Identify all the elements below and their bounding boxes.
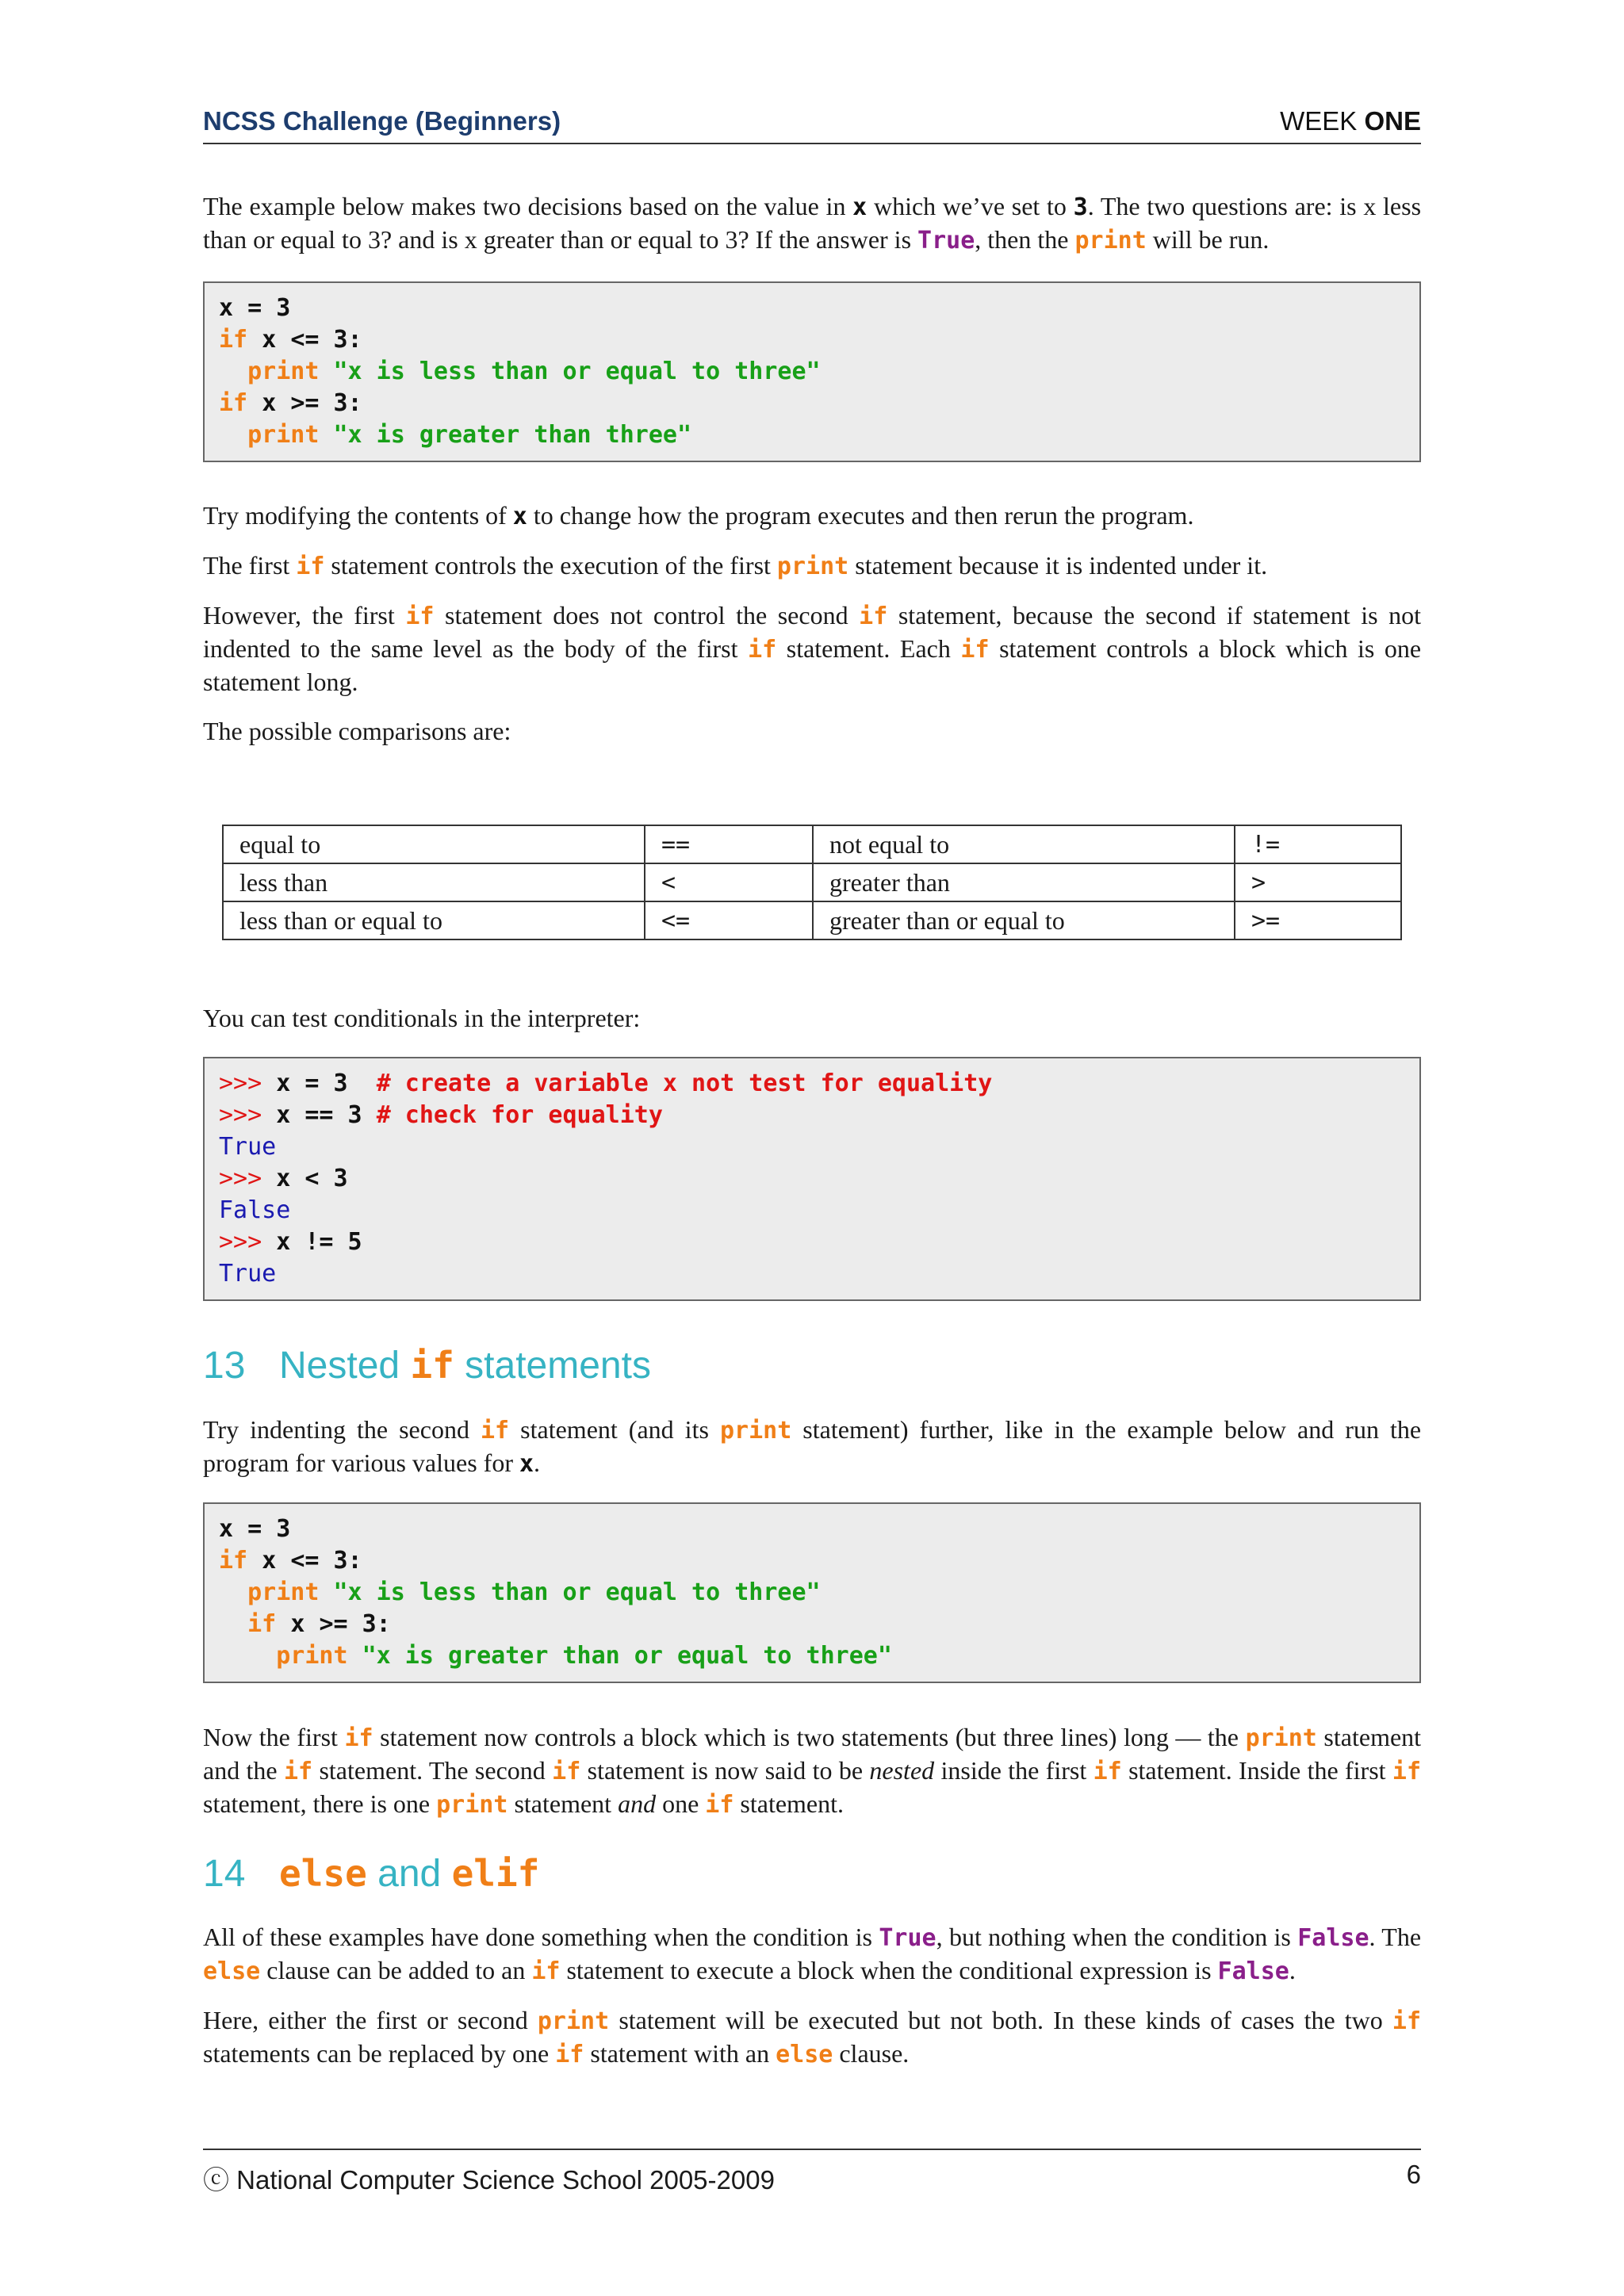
paragraph-nested-explained: Now the first if statement now controls a block which is two statements (but three lines) long — the print statement and the if statement. The second if statement is now said to be nested inside the first if statement. Inside the first if statement, there is one print statement and one if statement. bbox=[203, 1723, 1422, 1819]
code-block-nested-if: x = 3 if x <= 3: print "x is less than or equal to three" if x >= 3: print "x is greater than or equal to three" bbox=[203, 1502, 1421, 1683]
paragraph-comparisons-intro: The possible comparisons are: bbox=[203, 717, 511, 745]
header-week: WEEK ONE bbox=[1280, 106, 1421, 136]
table-row: less than or equal to <= greater than or equal to >= bbox=[223, 901, 1401, 939]
paragraph-however: However, the first if statement does not control the second if statement, because the second if statement is not indented to the same level as the body of the first if statement. Each if statement controls a block which is one statement long. bbox=[203, 601, 1422, 696]
paragraph-first-if: The first if statement controls the execution of the first print statement because it is indented under it. bbox=[203, 551, 1268, 580]
paragraph-interpreter: You can test conditionals in the interpreter: bbox=[203, 1004, 641, 1032]
page-footer bbox=[203, 2149, 1421, 2195]
table-row: less than < greater than > bbox=[223, 863, 1401, 901]
footer-copyright: ⓒ National Computer Science School 2005-2009 bbox=[203, 2165, 775, 2195]
paragraph-modify: Try modifying the contents of x to change how the program executes and then rerun the program. bbox=[203, 501, 1194, 530]
document-page bbox=[203, 0, 1421, 2296]
comparison-table bbox=[222, 825, 1402, 940]
paragraph-else-example: Here, either the first or second print statement will be executed but not both. In these kinds of cases the two if statements can be replaced by one if statement with an else clause. bbox=[203, 2006, 1422, 2068]
page-header bbox=[203, 103, 1421, 144]
section-heading-13: 13 Nested if statements bbox=[203, 1344, 651, 1387]
code-block-interpreter: >>> x = 3 # create a variable x not test for equality >>> x == 3 # check for equality True >>> x < 3 False >>> x != 5 True bbox=[203, 1057, 1421, 1301]
code-block-if-example: x = 3 if x <= 3: print "x is less than or equal to three" if x >= 3: print "x is greater than three" bbox=[203, 281, 1421, 462]
paragraph-intro: The example below makes two decisions based on the value in x which we’ve set to 3. The two questions are: is x less than or equal to 3? and is x greater than or equal to 3? If the answer is True, then the print will be run. bbox=[203, 192, 1422, 254]
paragraph-else-intro: All of these examples have done something when the condition is True, but nothing when the condition is False. The else clause can be added to an if statement to execute a block when the conditional expression is False. bbox=[203, 1923, 1422, 1985]
paragraph-nested-intro: Try indenting the second if statement (and its print statement) further, like in the example below and run the program for various values for x. bbox=[203, 1415, 1422, 1478]
page-number: 6 bbox=[1406, 2160, 1421, 2189]
header-title: NCSS Challenge (Beginners) bbox=[203, 106, 561, 136]
section-heading-14: 14 else and elif bbox=[203, 1852, 540, 1895]
table-row: equal to == not equal to != bbox=[223, 825, 1401, 863]
